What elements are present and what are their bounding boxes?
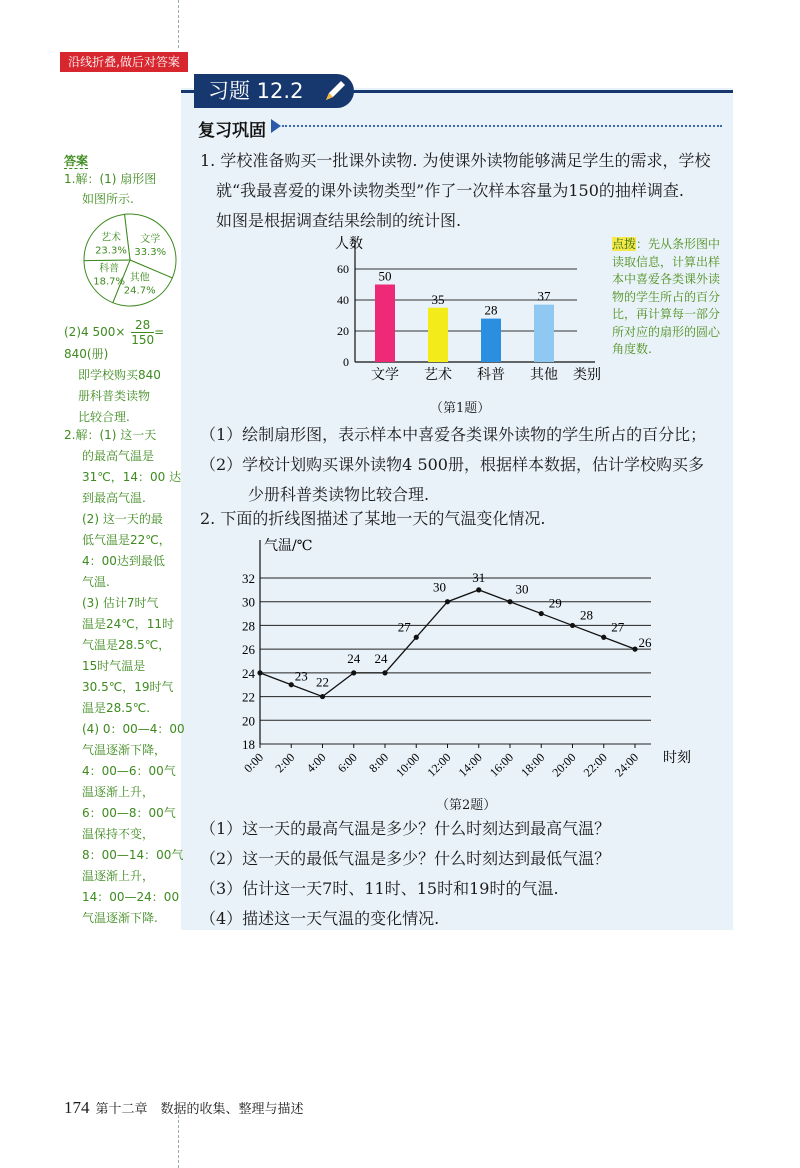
question-line: （1）绘制扇形图，表示样本中喜爱各类课外读物的学生所占的百分比； bbox=[200, 425, 707, 444]
answer-line: 低气温是22℃， bbox=[82, 533, 171, 547]
bar-y-tick-label: 0 bbox=[343, 355, 349, 369]
problem1-line: 就“我最喜爱的课外读物类型”作了一次样本容量为150的抽样调查. bbox=[216, 181, 684, 200]
fold-tag: 沿线折叠,做后对答案 bbox=[60, 52, 188, 72]
answer-line: 比较合理. bbox=[78, 410, 130, 424]
temperature-value-label: 28 bbox=[580, 607, 593, 623]
temperature-point bbox=[289, 682, 294, 687]
problem1-line: 如图是根据调查结果绘制的统计图. bbox=[216, 211, 462, 230]
line-x-tick-label: 24:00 bbox=[611, 750, 642, 780]
temperature-value-label: 29 bbox=[548, 595, 562, 611]
line-y-tick-label: 32 bbox=[242, 571, 255, 586]
pie-slice-label: 艺术 bbox=[100, 232, 121, 244]
temperature-point bbox=[382, 670, 387, 675]
bar-y-axis-label: 人数 bbox=[335, 236, 363, 252]
answer-line: 4：00—6：00气 bbox=[82, 764, 176, 778]
temperature-point bbox=[476, 587, 481, 592]
answer-line: 温保持不变， bbox=[82, 827, 155, 841]
pie-slice-percent: 24.7% bbox=[123, 285, 156, 297]
answer-header-text: 答案 bbox=[64, 154, 89, 168]
temperature-point bbox=[507, 599, 512, 604]
answer-line: 6：00—8：00气 bbox=[82, 806, 176, 820]
fold-line-bottom bbox=[178, 1110, 179, 1168]
answer-line: 温逐渐上升， bbox=[82, 869, 155, 883]
fraction-numerator: 28 bbox=[131, 318, 154, 333]
temperature-point bbox=[570, 623, 575, 628]
page-number: 174 bbox=[64, 1098, 90, 1117]
bar-category-label: 文学 bbox=[371, 367, 399, 383]
problem1-text bbox=[200, 146, 711, 236]
line-x-tick-label: 16:00 bbox=[486, 750, 517, 780]
fraction bbox=[131, 318, 154, 347]
question-line: （2）学校计划购买课外读物4 500册，根据样本数据，估计学校购买多 bbox=[200, 455, 704, 474]
temperature-value-label: 26 bbox=[638, 635, 652, 651]
fold-line-top bbox=[178, 0, 179, 48]
question-line: （4）描述这一天气温的变化情况. bbox=[200, 909, 440, 928]
temperature-point bbox=[320, 694, 325, 699]
answer-line: 即学校购买840 bbox=[78, 368, 161, 382]
answer-line: 2.解：(1) 这一天 bbox=[64, 428, 157, 442]
bar-value-label: 37 bbox=[537, 288, 551, 304]
answer-formula: (2)4 500× bbox=[64, 325, 126, 339]
temperature-point bbox=[414, 635, 419, 640]
arrow-icon bbox=[271, 119, 281, 133]
bar-y-tick-label: 20 bbox=[337, 324, 349, 338]
answer-line: 气温是28.5℃， bbox=[82, 638, 171, 652]
answer-line: 气温逐渐下降. bbox=[82, 911, 158, 925]
line-y-tick-label: 20 bbox=[242, 713, 255, 729]
pie-chart bbox=[78, 210, 182, 310]
answer-line: 温逐渐上升， bbox=[82, 785, 155, 799]
line-x-tick-label: 6:00 bbox=[334, 750, 360, 776]
answer-line: 4：00达到最低 bbox=[82, 554, 165, 568]
line-y-tick-label: 30 bbox=[242, 594, 255, 610]
question-line: （2）这一天的最低气温是多少？什么时刻达到最低气温？ bbox=[200, 849, 611, 868]
line-y-axis-label: 气温/℃ bbox=[264, 538, 313, 554]
temperature-point bbox=[632, 647, 637, 652]
answer-line: 1.解：(1) 扇形图 bbox=[64, 172, 157, 186]
bar-x-axis-label: 类别 bbox=[573, 367, 601, 383]
problem2-questions bbox=[200, 814, 610, 934]
hint-text: ：先从条形图中读取信息，计算出样本中喜爱各类课外读物的学生所占的百分比，再计算每一部分所对应的扇形的圆心角度数. bbox=[612, 237, 721, 356]
line-y-tick-label: 24 bbox=[242, 665, 255, 681]
bar-y-tick-label: 60 bbox=[337, 262, 349, 276]
answer-line: (2) 这一天的最 bbox=[82, 512, 163, 526]
page-footer bbox=[64, 1098, 304, 1118]
line-chart bbox=[225, 534, 715, 790]
pie-slice-percent: 18.7% bbox=[93, 276, 126, 288]
problem2-text bbox=[200, 504, 545, 534]
bar-category-label: 科普 bbox=[477, 367, 505, 383]
temperature-value-label: 30 bbox=[433, 579, 446, 595]
line-x-tick-label: 22:00 bbox=[580, 750, 610, 780]
hint-note bbox=[612, 236, 727, 359]
problem1-line: 1. 学校准备购买一批课外读物. 为使课外读物能够满足学生的需求，学校 bbox=[200, 151, 711, 170]
line-x-tick-label: 0:00 bbox=[241, 750, 267, 776]
bar-y-tick-label: 40 bbox=[337, 293, 349, 307]
temperature-value-label: 24 bbox=[347, 650, 361, 666]
answer-line: 840(册) bbox=[64, 347, 109, 361]
line-x-tick-label: 2:00 bbox=[272, 750, 298, 776]
pie-slice-label: 科普 bbox=[99, 263, 120, 275]
bar-category-label: 艺术 bbox=[424, 367, 452, 383]
bar bbox=[375, 285, 395, 363]
hint-tag: 点拨 bbox=[612, 237, 637, 251]
temperature-value-label: 23 bbox=[294, 668, 308, 684]
answer-line: (4) 0：00—4：00 bbox=[82, 722, 185, 736]
section-title-text: 习题 12.2 bbox=[208, 79, 304, 103]
line-x-tick-label: 10:00 bbox=[393, 750, 423, 780]
bar-value-label: 35 bbox=[431, 291, 445, 307]
subsection-title: 复习巩固 bbox=[198, 121, 266, 141]
fraction-denominator: 150 bbox=[131, 333, 155, 347]
bar-value-label: 28 bbox=[484, 302, 498, 318]
temperature-value-label: 22 bbox=[316, 674, 329, 690]
answer-line: 的最高气温是 bbox=[82, 449, 155, 463]
line-x-tick-label: 18:00 bbox=[518, 750, 548, 780]
pie-slice-label: 其他 bbox=[129, 272, 150, 284]
answer-line: 30.5℃，19时气 bbox=[82, 680, 174, 694]
pie-slice-percent: 23.3% bbox=[95, 245, 127, 257]
bar bbox=[481, 319, 501, 362]
section-title bbox=[194, 74, 354, 108]
line-y-tick-label: 26 bbox=[242, 642, 255, 658]
bar-value-label: 50 bbox=[378, 268, 392, 284]
dotted-rule bbox=[282, 125, 722, 127]
answer-line: 到最高气温. bbox=[82, 491, 146, 505]
answer-line: 温是24℃，11时 bbox=[82, 617, 175, 631]
problem1-questions bbox=[200, 420, 706, 510]
answer-line: 31℃，14：00 达 bbox=[82, 470, 182, 484]
line-y-tick-label: 22 bbox=[242, 689, 255, 705]
answer-line: 气温逐渐下降， bbox=[82, 743, 167, 757]
line-x-axis-label: 时刻 bbox=[663, 750, 691, 766]
answer-line: 温是28.5℃. bbox=[82, 701, 151, 715]
bar bbox=[428, 308, 448, 362]
temperature-point bbox=[257, 670, 262, 675]
temperature-value-label: 27 bbox=[611, 619, 625, 635]
temperature-value-label: 30 bbox=[515, 581, 529, 597]
pencil-icon bbox=[322, 78, 348, 104]
line-y-tick-label: 28 bbox=[242, 618, 255, 634]
answer-line: (3) 估计7时气 bbox=[82, 596, 159, 610]
chapter-title: 第十二章 数据的收集、整理与描述 bbox=[95, 1102, 304, 1117]
bar-chart bbox=[320, 232, 620, 392]
line-chart-caption: （第2题） bbox=[436, 798, 497, 813]
line-y-tick-label: 18 bbox=[242, 737, 255, 752]
temperature-value-label: 31 bbox=[472, 569, 486, 585]
answer-line: 气温. bbox=[82, 575, 110, 589]
bar-chart-caption: （第1题） bbox=[430, 401, 491, 416]
answer-line: 如图所示. bbox=[82, 192, 134, 206]
answer-line: 册科普类读物 bbox=[78, 389, 151, 403]
temperature-point bbox=[539, 611, 544, 616]
answer-line: 8：00—14：00气 bbox=[82, 848, 184, 862]
temperature-point bbox=[445, 599, 450, 604]
answer-line: 15时气温是 bbox=[82, 659, 146, 673]
answer-line: 14：00—24：00 bbox=[82, 890, 180, 904]
question-line: （3）估计这一天7时、11时、15时和19时的气温. bbox=[200, 879, 559, 898]
line-x-tick-label: 12:00 bbox=[424, 750, 454, 780]
line-x-tick-label: 8:00 bbox=[366, 750, 392, 776]
temperature-point bbox=[601, 635, 606, 640]
problem2-line: 2. 下面的折线图描述了某地一天的气温变化情况. bbox=[200, 509, 546, 528]
pie-slice-label: 文学 bbox=[140, 233, 161, 245]
fraction-equals: = bbox=[154, 325, 165, 339]
line-x-tick-label: 20:00 bbox=[549, 750, 579, 780]
line-x-tick-label: 14:00 bbox=[455, 750, 485, 780]
temperature-value-label: 24 bbox=[374, 650, 388, 666]
temperature-value-label: 27 bbox=[397, 619, 411, 635]
question-line: （1）这一天的最高气温是多少？什么时刻达到最高气温？ bbox=[200, 819, 611, 838]
temperature-point bbox=[351, 670, 356, 675]
pie-slice-percent: 33.3% bbox=[134, 246, 167, 258]
line-x-tick-label: 4:00 bbox=[303, 750, 329, 776]
bar bbox=[534, 305, 554, 362]
question-line: 少册科普类读物比较合理. bbox=[248, 485, 430, 504]
bar-category-label: 其他 bbox=[530, 367, 558, 383]
